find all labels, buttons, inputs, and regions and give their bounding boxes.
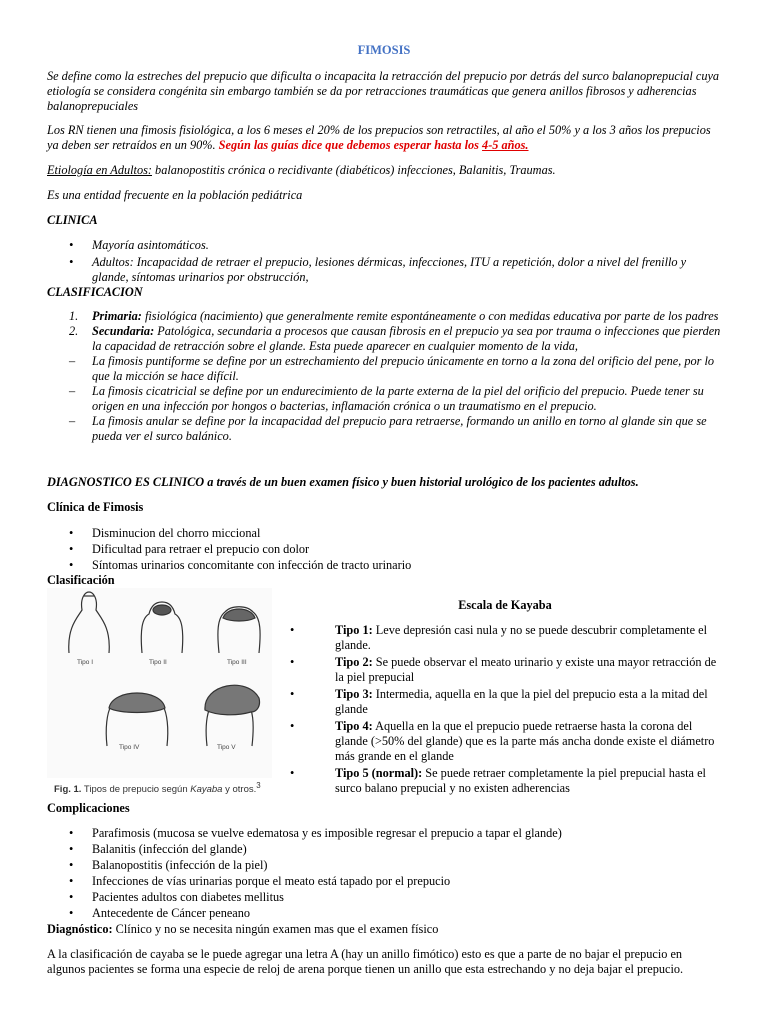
caption-suffix: y otros. [222,784,257,796]
figure-caption [54,778,261,797]
etiology-label: Etiología en Adultos: [47,163,152,177]
list-item: • Parafimosis (mucosa se vuelve edematosa y es imposible regresar el prepucio a tapar el glande) [47,826,722,841]
list-marker: 1. [69,309,79,323]
list-item: • Balanitis (infección del glande) [47,842,722,857]
physiology-text: Los RN tienen una fimosis fisiológica, a los 6 meses el 20% de los prepucios son retractiles, al año el 50% y a los 3 años los prepucios ya deben ser retraídos en un 90%. [47,123,711,152]
item-label: Tipo 4: [335,719,373,733]
caption-text: Tipos de prepucio según [81,784,191,796]
kayaba-list [290,623,720,796]
clinica-heading: CLINICA [47,213,98,227]
item-text: Leve depresión casi nula y no se puede descubrir completamente el glande. [335,623,707,652]
list-item: • Antecedente de Cáncer peneano [47,906,722,921]
prepuce-illustration [47,588,272,778]
caption-prefix: Fig. 1. [54,784,82,796]
caption-author: Kayaba [190,784,223,796]
list-item [290,766,720,796]
list-item: • Mayoría asintomáticos. [47,238,722,253]
tipo-3-label: Tipo III [227,659,247,666]
item-label: Secundaria: [92,324,155,338]
clinica-fimosis-list [47,526,722,573]
list-item: • Síntomas urinarios concomitante con infección de tracto urinario [47,558,722,573]
list-item [47,309,722,324]
list-item [290,623,720,653]
list-item: • Infecciones de vías urinarias porque el meato está tapado por el prepucio [47,874,722,889]
list-marker: – [69,384,76,398]
list-marker: – [69,414,76,428]
list-item: • Adultos: Incapacidad de retraer el prepucio, lesiones dérmicas, infecciones, ITU a repetición, dolor a nivel del frenillo y glande, síntomas urinarios por obstrucción, [47,255,722,285]
list-item: • Dificultad para retraer el prepucio con dolor [47,542,722,557]
frequency-paragraph: Es una entidad frecuente en la población pediátrica [47,188,303,202]
diagnostico-line [47,922,722,937]
etiology-paragraph [47,163,722,178]
item-text: La fimosis puntiforme se define por un estrechamiento del prepucio únicamente en torno a la zona del orificio del pene, por lo que la micción se hace difícil. [92,354,715,383]
tipo-1-label: Tipo I [77,659,94,666]
complicaciones-list [47,826,722,921]
list-marker: – [69,354,76,368]
diagnostico-label: Diagnóstico: [47,922,113,936]
kayaba-heading: Escala de Kayaba [458,598,552,612]
tipo-5-label: Tipo V [217,744,236,751]
item-label: Tipo 5 (normal): [335,766,423,780]
list-item: • Pacientes adultos con diabetes mellitus [47,890,722,905]
item-label: Primaria: [92,309,142,323]
list-item [290,687,720,717]
page-title: FIMOSIS [357,43,411,57]
list-item: • Balanopostitis (infección de la piel) [47,858,722,873]
etiology-text: balanopostitis crónica o recidivante (diabéticos) infecciones, Balanitis, Traumas. [151,163,556,177]
list-marker: 2. [69,324,79,338]
final-paragraph: A la clasificación de cayaba se le puede agregar una letra A (hay un anillo fimótico) esto es que a parte de no bajar el prepucio en algunos pacientes se forma una especie de reloj de arena porque tienen un anillo que esta estrechando y no deja bajar el prepucio. [47,947,684,976]
caption-reference: 3 [256,781,261,790]
item-text: Aquella en la que el prepucio puede retraerse hasta la corona del glande (>50% del glande) que es la parte más ancha donde existe el diámetro más grande en el glande [335,719,715,763]
list-item [47,324,722,354]
tipo-2-label: Tipo II [149,659,167,666]
item-text: Se puede observar el meato urinario y existe una mayor retracción de la piel prepucial [335,655,717,684]
item-label: Tipo 3: [335,687,373,701]
item-text: Se puede retraer completamente la piel prepucial hasta el surco balano prepucial y no existen adherencias [335,766,706,795]
item-text: La fimosis anular se define por la incapacidad del prepucio para retraerse, formando un anillo en torno al glande sin que se pueda ver el surco balánico. [92,414,707,443]
item-text: La fimosis cicatricial se define por un endurecimiento de la parte externa de la piel del orificio del prepucio. Puede tener su origen en una infección por hongos o bacterias, inflamación crónica o un traumatismo en el prepucio. [92,384,704,413]
item-text: Intermedia, aquella en la que la piel del prepucio esta a la mitad del glande [335,687,708,716]
list-item [47,414,722,444]
clasificacion-heading: CLASIFICACION [47,285,143,299]
item-text: fisiológica (nacimiento) que generalmente remite espontáneamente o con medidas educativa por parte de los padres [141,309,719,323]
guideline-text: Según las guías dice que debemos esperar hasta los [218,138,483,152]
list-item [47,354,722,384]
list-item: • Disminucion del chorro miccional [47,526,722,541]
prepuce-types-figure [47,588,272,796]
clasificacion-subheading: Clasificación [47,573,115,587]
clinica-list [47,238,722,285]
clinica-fimosis-heading: Clínica de Fimosis [47,500,144,514]
intro-paragraph: Se define como la estreches del prepucio que dificulta o incapacita la retracción del prepucio por detrás del surco balanoprepucial cuya etiología se considera congénita sin embargo también se da por retracciones traumáticas que genera anillos fibrosos y adherencias balanoprepuciales [47,69,720,113]
item-text: Patológica, secundaria a procesos que causan fibrosis en el prepucio ya sea por trauma o infecciones que pierden la capacidad de retracción sobre el glande. Esta puede aparecer en cualquier momento de la vida, [92,324,721,353]
diagnostico-text: Clínico y no se necesita ningún examen mas que el examen físico [112,922,439,936]
diagnostico-statement: DIAGNOSTICO ES CLINICO a través de un buen examen físico y buen historial urológico de los pacientes adultos. [47,475,639,489]
tipo-4-label: Tipo IV [119,744,140,751]
clasificacion-list [47,309,722,444]
complicaciones-heading: Complicaciones [47,801,130,815]
list-item [290,655,720,685]
list-item [290,719,720,764]
list-item [47,384,722,414]
guideline-age: 4-5 años. [482,138,529,152]
item-label: Tipo 1: [335,623,373,637]
item-label: Tipo 2: [335,655,373,669]
physiology-paragraph [47,123,722,153]
